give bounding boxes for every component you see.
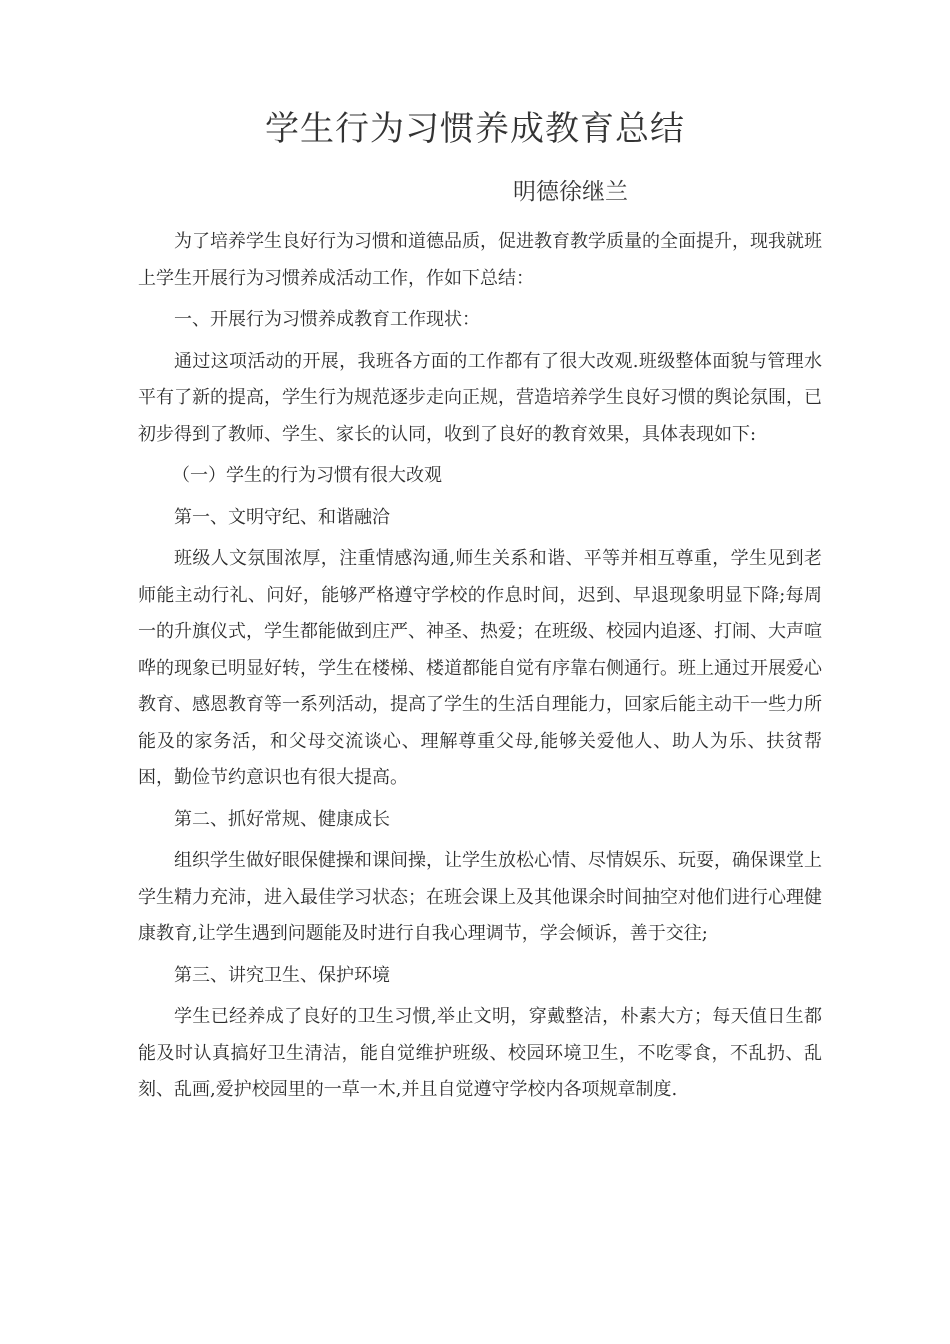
point-paragraph-3: 学生已经养成了良好的卫生习惯,举止文明，穿戴整洁，朴素大方；每天值日生都能及时认真搞好卫生清洁，能自觉维护班级、校园环境卫生，不吃零食，不乱扔、乱刻、乱画,爱护校园里的一草一木,并且自觉遵守学校内各项规章制度. <box>138 1006 822 1100</box>
point-heading-1: 第一、文明守纪、和谐融洽 <box>174 506 390 528</box>
point-paragraph-1: 班级人文氛围浓厚，注重情感沟通,师生关系和谐、平等并相互尊重，学生见到老师能主动行礼、问好，能够严格遵守学校的作息时间，迟到、早退现象明显下降;每周一的升旗仪式，学生都能做到庄严、神圣、热爱；在班级、校园内追逐、打闹、大声喧哗的现象已明显好转，学生在楼梯、楼道都能自觉有序靠右侧通行。班上通过开展爱心教育、感恩教育等一系列活动，提高了学生的生活自理能力，回家后能主动干一些力所能及的家务活，和父母交流谈心、理解尊重父母,能够关爱他人、助人为乐、扶贫帮困，勤俭节约意识也有很大提高。 <box>138 548 822 788</box>
document-body <box>138 224 822 1114</box>
status-paragraph: 通过这项活动的开展，我班各方面的工作都有了很大改观.班级整体面貌与管理水平有了新的提高，学生行为规范逐步走向正规，营造培养学生良好习惯的舆论氛围，已初步得到了教师、学生、家长的认同，收到了良好的教育效果，具体表现如下: <box>138 350 822 445</box>
point-heading-2: 第二、抓好常规、健康成长 <box>174 808 390 830</box>
section-heading-1: 一、开展行为习惯养成教育工作现状： <box>174 309 480 330</box>
point-paragraph-2: 组织学生做好眼保健操和课间操，让学生放松心情、尽情娱乐、玩耍，确保课堂上学生精力充沛，进入最佳学习状态；在班会课上及其他课余时间抽空对他们进行心理健康教育,让学生遇到问题能及时进行自我心理调节，学会倾诉，善于交往; <box>138 850 822 944</box>
document-title: 学生行为习惯养成教育总结 <box>265 109 685 149</box>
document-author: 明德徐继兰 <box>513 179 628 205</box>
point-heading-3: 第三、讲究卫生、保护环境 <box>174 964 390 986</box>
intro-paragraph: 为了培养学生良好行为习惯和道德品质，促进教育教学质量的全面提升，现我就班上学生开展行为习惯养成活动工作，作如下总结： <box>138 231 822 289</box>
subsection-heading-1: （一）学生的行为习惯有很大改观 <box>172 465 442 486</box>
